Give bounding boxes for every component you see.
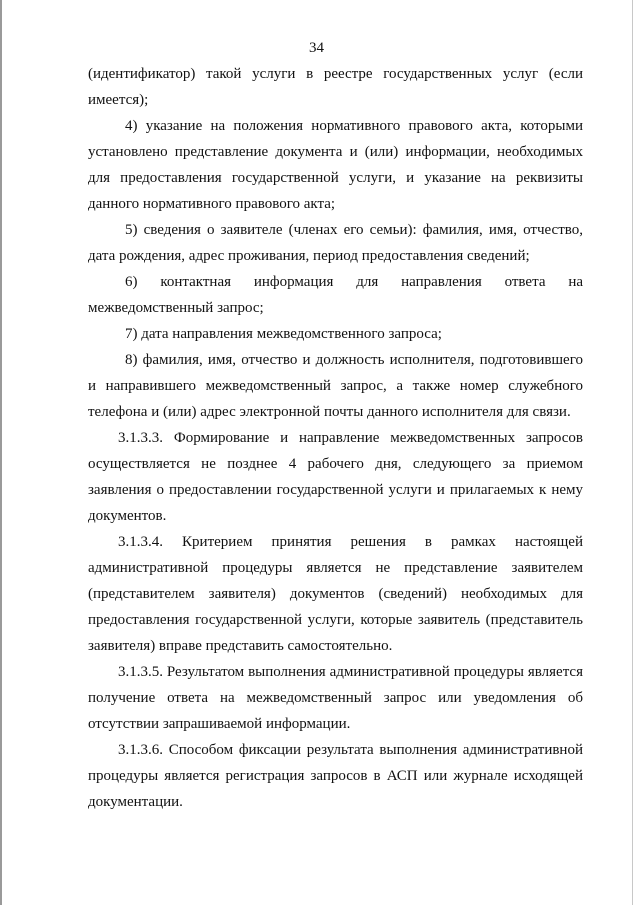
paragraph-item-4: 4) указание на положения нормативного правового акта, которыми установлено представление документа и (или) информации, необходимых для предоставления государственной услуги, и указание на реквизиты данного нормативного правового акта; bbox=[88, 118, 583, 212]
paragraph-item-6: 6) контактная информация для направления ответа на межведомственный запрос; bbox=[88, 274, 583, 316]
paragraph-item-5: 5) сведения о заявителе (членах его семьи): фамилия, имя, отчество, дата рождения, адрес проживания, период предоставления сведений; bbox=[88, 222, 583, 264]
paragraph-3-1-3-3: 3.1.3.3. Формирование и направление межведомственных запросов осуществляется не позднее 4 рабочего дня, следующего за приемом заявления о предоставлении государственной услуги и прилагаемых к нему документов. bbox=[88, 430, 583, 524]
paragraph-item-8: 8) фамилия, имя, отчество и должность исполнителя, подготовившего и направившего межведомственный запрос, а также номер служебного телефона и (или) адрес электронной почты данного исполнителя для связи. bbox=[88, 352, 583, 420]
paragraph-3-1-3-5: 3.1.3.5. Результатом выполнения административной процедуры является получение ответа на межведомственный запрос или уведомления об отсутствии запрашиваемой информации. bbox=[88, 664, 583, 732]
paragraph-item-7: 7) дата направления межведомственного запроса; bbox=[125, 326, 442, 342]
document-body bbox=[88, 61, 583, 815]
page-number: 34 bbox=[309, 40, 324, 56]
paragraph-3-1-3-4: 3.1.3.4. Критерием принятия решения в рамках настоящей административной процедуры является не представление заявителем (представителем заявителя) документов (сведений) необходимых для предоставления государственной услуги, которые заявитель (представитель заявителя) вправе представить самостоятельно. bbox=[88, 534, 583, 654]
paragraph-identifier-continuation: (идентификатор) такой услуги в реестре государственных услуг (если имеется); bbox=[88, 66, 583, 108]
scan-left-edge bbox=[0, 0, 2, 905]
paragraph-3-1-3-6: 3.1.3.6. Способом фиксации результата выполнения административной процедуры является регистрация запросов в АСП или журнале исходящей документации. bbox=[88, 742, 583, 810]
